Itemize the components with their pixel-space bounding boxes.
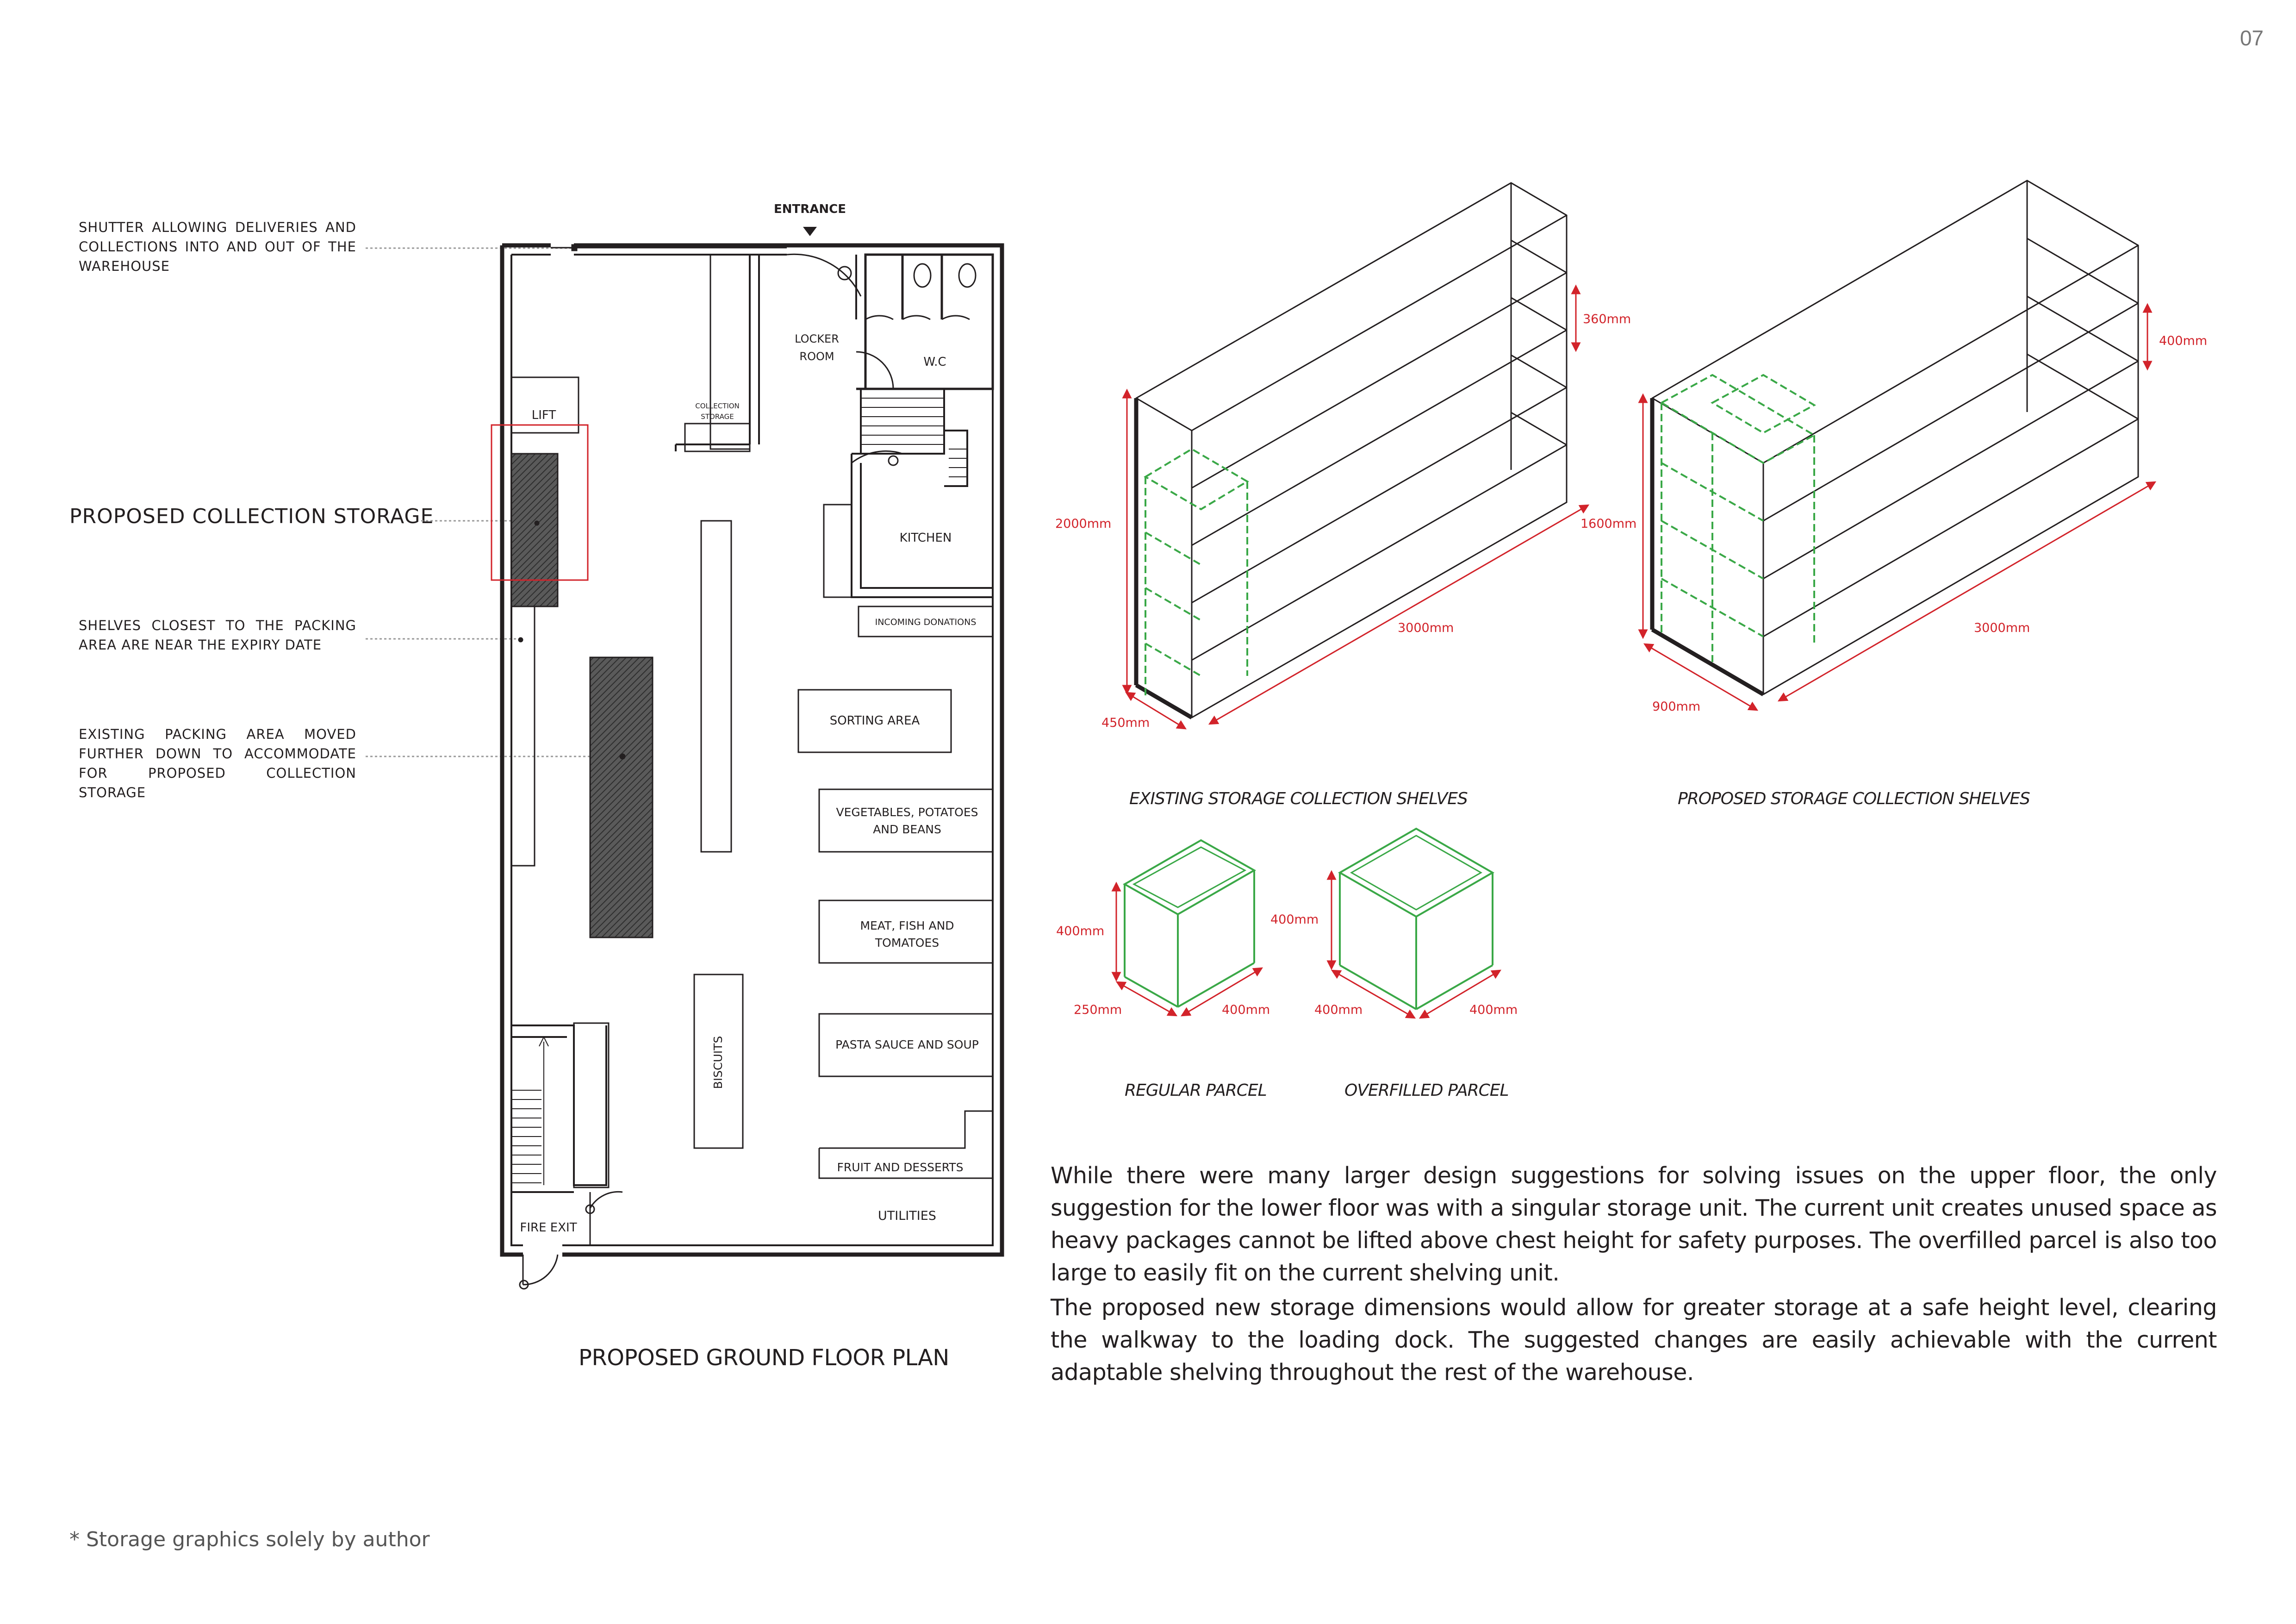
shutter-post [572, 244, 577, 251]
lift-label: LIFT [531, 408, 556, 422]
collection-storage-label: COLLECTION [695, 402, 740, 410]
proposed-dimensions [1643, 308, 2152, 708]
kitchen-counter [824, 505, 852, 597]
expiry-shelf [511, 606, 535, 866]
existing-shelf-gap: 360mm [1583, 312, 1631, 326]
page-number: 07 [2240, 26, 2264, 50]
locker-room-label: ROOM [799, 350, 834, 363]
overfilled-width: 400mm [1469, 1003, 1518, 1017]
utilities-label: UTILITIES [878, 1209, 936, 1223]
proposed-length: 3000mm [1974, 621, 2030, 635]
overfilled-depth: 400mm [1314, 1003, 1363, 1017]
proposed-shelves-caption: PROPOSED STORAGE COLLECTION SHELVES [1678, 789, 2030, 808]
proposed-storage-hatch [511, 454, 558, 606]
regular-parcel-caption: REGULAR PARCEL [1125, 1081, 1267, 1100]
existing-height: 2000mm [1055, 517, 1112, 531]
plan-title: PROPOSED GROUND FLOOR PLAN [579, 1345, 949, 1371]
kitchen-door-hinge [889, 456, 898, 465]
entrance-label: ENTRANCE [774, 202, 846, 216]
proposed-shelf-back [1652, 181, 2138, 694]
upper-staircase [861, 389, 967, 486]
outer-wall [502, 245, 1002, 1255]
vegetables-label: AND BEANS [873, 823, 941, 836]
packing-point [620, 754, 625, 759]
lower-staircase [511, 1023, 609, 1192]
existing-shelves-caption: EXISTING STORAGE COLLECTION SHELVES [1129, 789, 1468, 808]
biscuits-label: BISCUITS [711, 1036, 725, 1089]
annotation-line: AREA ARE NEAR THE EXPIRY DATE [79, 637, 322, 653]
locker-door [787, 254, 861, 296]
annotation-line: COLLECTIONS INTO AND OUT OF THE [79, 239, 356, 255]
overfilled-height: 400mm [1270, 912, 1319, 927]
veg-shelf [819, 789, 993, 852]
annotation-line: FURTHER DOWN TO ACCOMMODATE [79, 746, 356, 762]
kitchen-wall [852, 454, 993, 597]
internal-door [590, 1192, 622, 1245]
footnote: * Storage graphics solely by author [69, 1528, 430, 1551]
fruit-label: FRUIT AND DESSERTS [837, 1161, 964, 1174]
toilet-icon [959, 264, 976, 287]
proposed-parcels [1661, 375, 1814, 662]
meat-label: MEAT, FISH AND [860, 919, 954, 932]
inner-wall [511, 255, 993, 1245]
entrance-arrow [803, 227, 817, 236]
meat-label: TOMATOES [875, 936, 940, 949]
expiry-point [518, 637, 523, 642]
wc-label: W.C [923, 355, 946, 369]
paragraph-1: While there were many larger design suggestions for solving issues on the upper floor, the only suggestion for the lower floor was with a singular storage unit. The current unit creates unused space as heavy packages cannot be lifted above chest height for safety purposes. The overfilled parcel is also too large to easily fit on the current shelving unit. [1051, 1162, 2217, 1286]
proposed-depth: 900mm [1652, 700, 1701, 714]
locker-fixture [838, 267, 851, 280]
paragraph-2: The proposed new storage dimensions would allow for greater storage at a safe height level, clearing the walkway to the loading dock. The suggested changes are easily achievable with the current adaptable shelving throughout the rest of the warehouse. [1051, 1294, 2217, 1386]
existing-parcels [1145, 449, 1247, 699]
annotation-line: EXISTING PACKING AREA MOVED [79, 726, 356, 742]
vegetables-label: VEGETABLES, POTATOES [836, 806, 978, 819]
annotation-line: SHUTTER ALLOWING DELIVERIES AND [79, 219, 356, 235]
leader-lines [366, 248, 622, 756]
overfilled-parcel-caption: OVERFILLED PARCEL [1344, 1081, 1509, 1100]
proposed-collection-storage-label: PROPOSED COLLECTION STORAGE [69, 505, 434, 528]
regular-depth: 250mm [1074, 1003, 1122, 1017]
existing-depth: 450mm [1101, 716, 1150, 730]
wc-door [865, 316, 970, 319]
fire-exit-door [523, 1255, 558, 1285]
locker-wall [676, 255, 865, 451]
central-shelf [701, 521, 731, 852]
proposed-shelf-gap: 400mm [2159, 334, 2208, 348]
kitchen-label: KITCHEN [899, 531, 952, 545]
pasta-label: PASTA SAUCE AND SOUP [835, 1038, 979, 1051]
sorting-area-label: SORTING AREA [829, 714, 920, 728]
regular-parcel-drawing [1116, 840, 1259, 1014]
existing-shelf-back [1136, 183, 1567, 718]
locker-door-2 [856, 352, 893, 389]
annotation-line: FOR PROPOSED COLLECTION STORAGE [79, 765, 356, 800]
collection-storage-box [685, 424, 750, 451]
regular-width: 400mm [1222, 1003, 1270, 1017]
regular-height: 400mm [1056, 924, 1105, 938]
annotation-line: SHELVES CLOSEST TO THE PACKING [79, 618, 356, 633]
incoming-donations-label: INCOMING DONATIONS [875, 617, 977, 627]
existing-shelves-drawing [1127, 183, 1585, 727]
existing-length: 3000mm [1398, 621, 1454, 635]
collection-storage-label: STORAGE [701, 412, 734, 421]
proposed-height: 1600mm [1580, 517, 1637, 531]
overfilled-parcel-drawing [1332, 829, 1497, 1016]
ground-floor-plan [492, 227, 1002, 1289]
proposed-shelves-drawing [1643, 181, 2152, 708]
toilet-icon [914, 264, 931, 287]
fire-exit-label: FIRE EXIT [520, 1221, 577, 1235]
annotation-line: WAREHOUSE [79, 258, 170, 274]
packing-area-hatch [590, 657, 653, 937]
locker-room-label: LOCKER [795, 332, 839, 345]
storage-point [535, 521, 539, 525]
